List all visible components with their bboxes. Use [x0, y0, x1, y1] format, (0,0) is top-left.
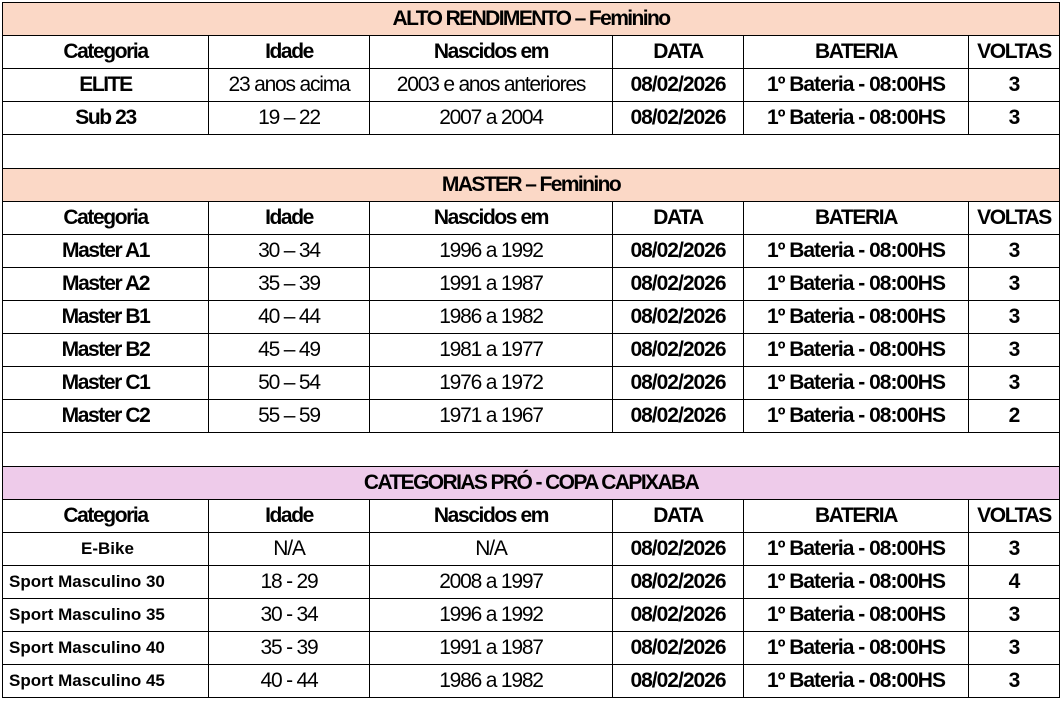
cell-bateria: 1º Bateria - 08:00HS	[744, 566, 969, 599]
table-row	[3, 102, 1060, 135]
cell-data: 08/02/2026	[613, 69, 744, 102]
table-row	[3, 367, 1060, 400]
cell-bateria: 1º Bateria - 08:00HS	[744, 367, 969, 400]
cell-idade: 19 – 22	[209, 102, 370, 135]
spacer-cell	[3, 433, 1060, 467]
cell-idade: 30 – 34	[209, 235, 370, 268]
cell-idade: 30 - 34	[209, 599, 370, 632]
header-categoria: Categoria	[3, 500, 209, 533]
cell-voltas: 3	[969, 533, 1060, 566]
cell-nascidos: 1996 a 1992	[370, 235, 613, 268]
spacer-cell	[3, 135, 1060, 169]
cell-nascidos: 2008 a 1997	[370, 566, 613, 599]
cell-categoria: Master A2	[3, 268, 209, 301]
column-header-row	[3, 36, 1060, 69]
schedule-table	[2, 2, 1060, 698]
cell-data: 08/02/2026	[613, 301, 744, 334]
cell-data: 08/02/2026	[613, 367, 744, 400]
cell-bateria: 1º Bateria - 08:00HS	[744, 301, 969, 334]
cell-nascidos: 1991 a 1987	[370, 632, 613, 665]
header-nascidos: Nascidos em	[370, 36, 613, 69]
cell-idade: 35 - 39	[209, 632, 370, 665]
header-idade: Idade	[209, 202, 370, 235]
header-nascidos: Nascidos em	[370, 500, 613, 533]
header-categoria: Categoria	[3, 36, 209, 69]
cell-bateria: 1º Bateria - 08:00HS	[744, 400, 969, 433]
table-row	[3, 334, 1060, 367]
cell-idade: 50 – 54	[209, 367, 370, 400]
cell-bateria: 1º Bateria - 08:00HS	[744, 268, 969, 301]
table-row	[3, 665, 1060, 698]
spacer-row	[3, 433, 1060, 467]
section-title: ALTO RENDIMENTO – Feminino	[3, 3, 1060, 36]
cell-idade: 40 – 44	[209, 301, 370, 334]
cell-nascidos: 2007 a 2004	[370, 102, 613, 135]
header-data: DATA	[613, 36, 744, 69]
cell-categoria: Master B2	[3, 334, 209, 367]
table-row	[3, 400, 1060, 433]
spacer-row	[3, 135, 1060, 169]
header-nascidos: Nascidos em	[370, 202, 613, 235]
cell-voltas: 3	[969, 268, 1060, 301]
cell-voltas: 3	[969, 102, 1060, 135]
table-row	[3, 599, 1060, 632]
table-row	[3, 268, 1060, 301]
header-data: DATA	[613, 500, 744, 533]
cell-data: 08/02/2026	[613, 632, 744, 665]
cell-bateria: 1º Bateria - 08:00HS	[744, 665, 969, 698]
cell-voltas: 3	[969, 665, 1060, 698]
cell-idade: 40 - 44	[209, 665, 370, 698]
cell-voltas: 3	[969, 301, 1060, 334]
cell-categoria: Sport Masculino 30	[3, 566, 209, 599]
table-row	[3, 533, 1060, 566]
section-title: CATEGORIAS PRÓ - COPA CAPIXABA	[3, 467, 1060, 500]
cell-categoria: Master C1	[3, 367, 209, 400]
section-header-row	[3, 3, 1060, 36]
cell-nascidos: 1991 a 1987	[370, 268, 613, 301]
table-row	[3, 301, 1060, 334]
cell-nascidos: 1996 a 1992	[370, 599, 613, 632]
cell-idade: 55 – 59	[209, 400, 370, 433]
cell-idade: 35 – 39	[209, 268, 370, 301]
cell-voltas: 3	[969, 632, 1060, 665]
table-row	[3, 632, 1060, 665]
cell-data: 08/02/2026	[613, 599, 744, 632]
cell-categoria: Master B1	[3, 301, 209, 334]
cell-idade: 45 – 49	[209, 334, 370, 367]
cell-data: 08/02/2026	[613, 235, 744, 268]
cell-idade: 23 anos acima	[209, 69, 370, 102]
cell-voltas: 3	[969, 69, 1060, 102]
cell-categoria: Sub 23	[3, 102, 209, 135]
cell-categoria: ELITE	[3, 69, 209, 102]
cell-idade: N/A	[209, 533, 370, 566]
cell-bateria: 1º Bateria - 08:00HS	[744, 334, 969, 367]
cell-bateria: 1º Bateria - 08:00HS	[744, 599, 969, 632]
cell-categoria: Sport Masculino 35	[3, 599, 209, 632]
header-idade: Idade	[209, 36, 370, 69]
header-voltas: VOLTAS	[969, 500, 1060, 533]
cell-idade: 18 - 29	[209, 566, 370, 599]
cell-categoria: E-Bike	[3, 533, 209, 566]
cell-nascidos: 1971 a 1967	[370, 400, 613, 433]
cell-nascidos: 1981 a 1977	[370, 334, 613, 367]
header-bateria: BATERIA	[744, 36, 969, 69]
column-header-row	[3, 500, 1060, 533]
cell-data: 08/02/2026	[613, 400, 744, 433]
header-bateria: BATERIA	[744, 202, 969, 235]
cell-voltas: 3	[969, 334, 1060, 367]
cell-data: 08/02/2026	[613, 334, 744, 367]
table-row	[3, 69, 1060, 102]
cell-categoria: Master A1	[3, 235, 209, 268]
section-title: MASTER – Feminino	[3, 169, 1060, 202]
header-voltas: VOLTAS	[969, 36, 1060, 69]
cell-bateria: 1º Bateria - 08:00HS	[744, 533, 969, 566]
header-idade: Idade	[209, 500, 370, 533]
column-header-row	[3, 202, 1060, 235]
header-bateria: BATERIA	[744, 500, 969, 533]
cell-categoria: Sport Masculino 45	[3, 665, 209, 698]
cell-voltas: 2	[969, 400, 1060, 433]
cell-data: 08/02/2026	[613, 533, 744, 566]
cell-voltas: 3	[969, 367, 1060, 400]
table-row	[3, 566, 1060, 599]
cell-data: 08/02/2026	[613, 102, 744, 135]
cell-categoria: Sport Masculino 40	[3, 632, 209, 665]
cell-voltas: 4	[969, 566, 1060, 599]
cell-data: 08/02/2026	[613, 566, 744, 599]
cell-nascidos: N/A	[370, 533, 613, 566]
cell-data: 08/02/2026	[613, 268, 744, 301]
header-categoria: Categoria	[3, 202, 209, 235]
cell-bateria: 1º Bateria - 08:00HS	[744, 632, 969, 665]
cell-categoria: Master C2	[3, 400, 209, 433]
cell-nascidos: 1986 a 1982	[370, 665, 613, 698]
cell-data: 08/02/2026	[613, 665, 744, 698]
header-voltas: VOLTAS	[969, 202, 1060, 235]
cell-nascidos: 1986 a 1982	[370, 301, 613, 334]
cell-nascidos: 1976 a 1972	[370, 367, 613, 400]
cell-bateria: 1º Bateria - 08:00HS	[744, 69, 969, 102]
section-header-row	[3, 467, 1060, 500]
cell-voltas: 3	[969, 235, 1060, 268]
cell-bateria: 1º Bateria - 08:00HS	[744, 235, 969, 268]
table-row	[3, 235, 1060, 268]
section-header-row	[3, 169, 1060, 202]
header-data: DATA	[613, 202, 744, 235]
cell-bateria: 1º Bateria - 08:00HS	[744, 102, 969, 135]
cell-voltas: 3	[969, 599, 1060, 632]
cell-nascidos: 2003 e anos anteriores	[370, 69, 613, 102]
